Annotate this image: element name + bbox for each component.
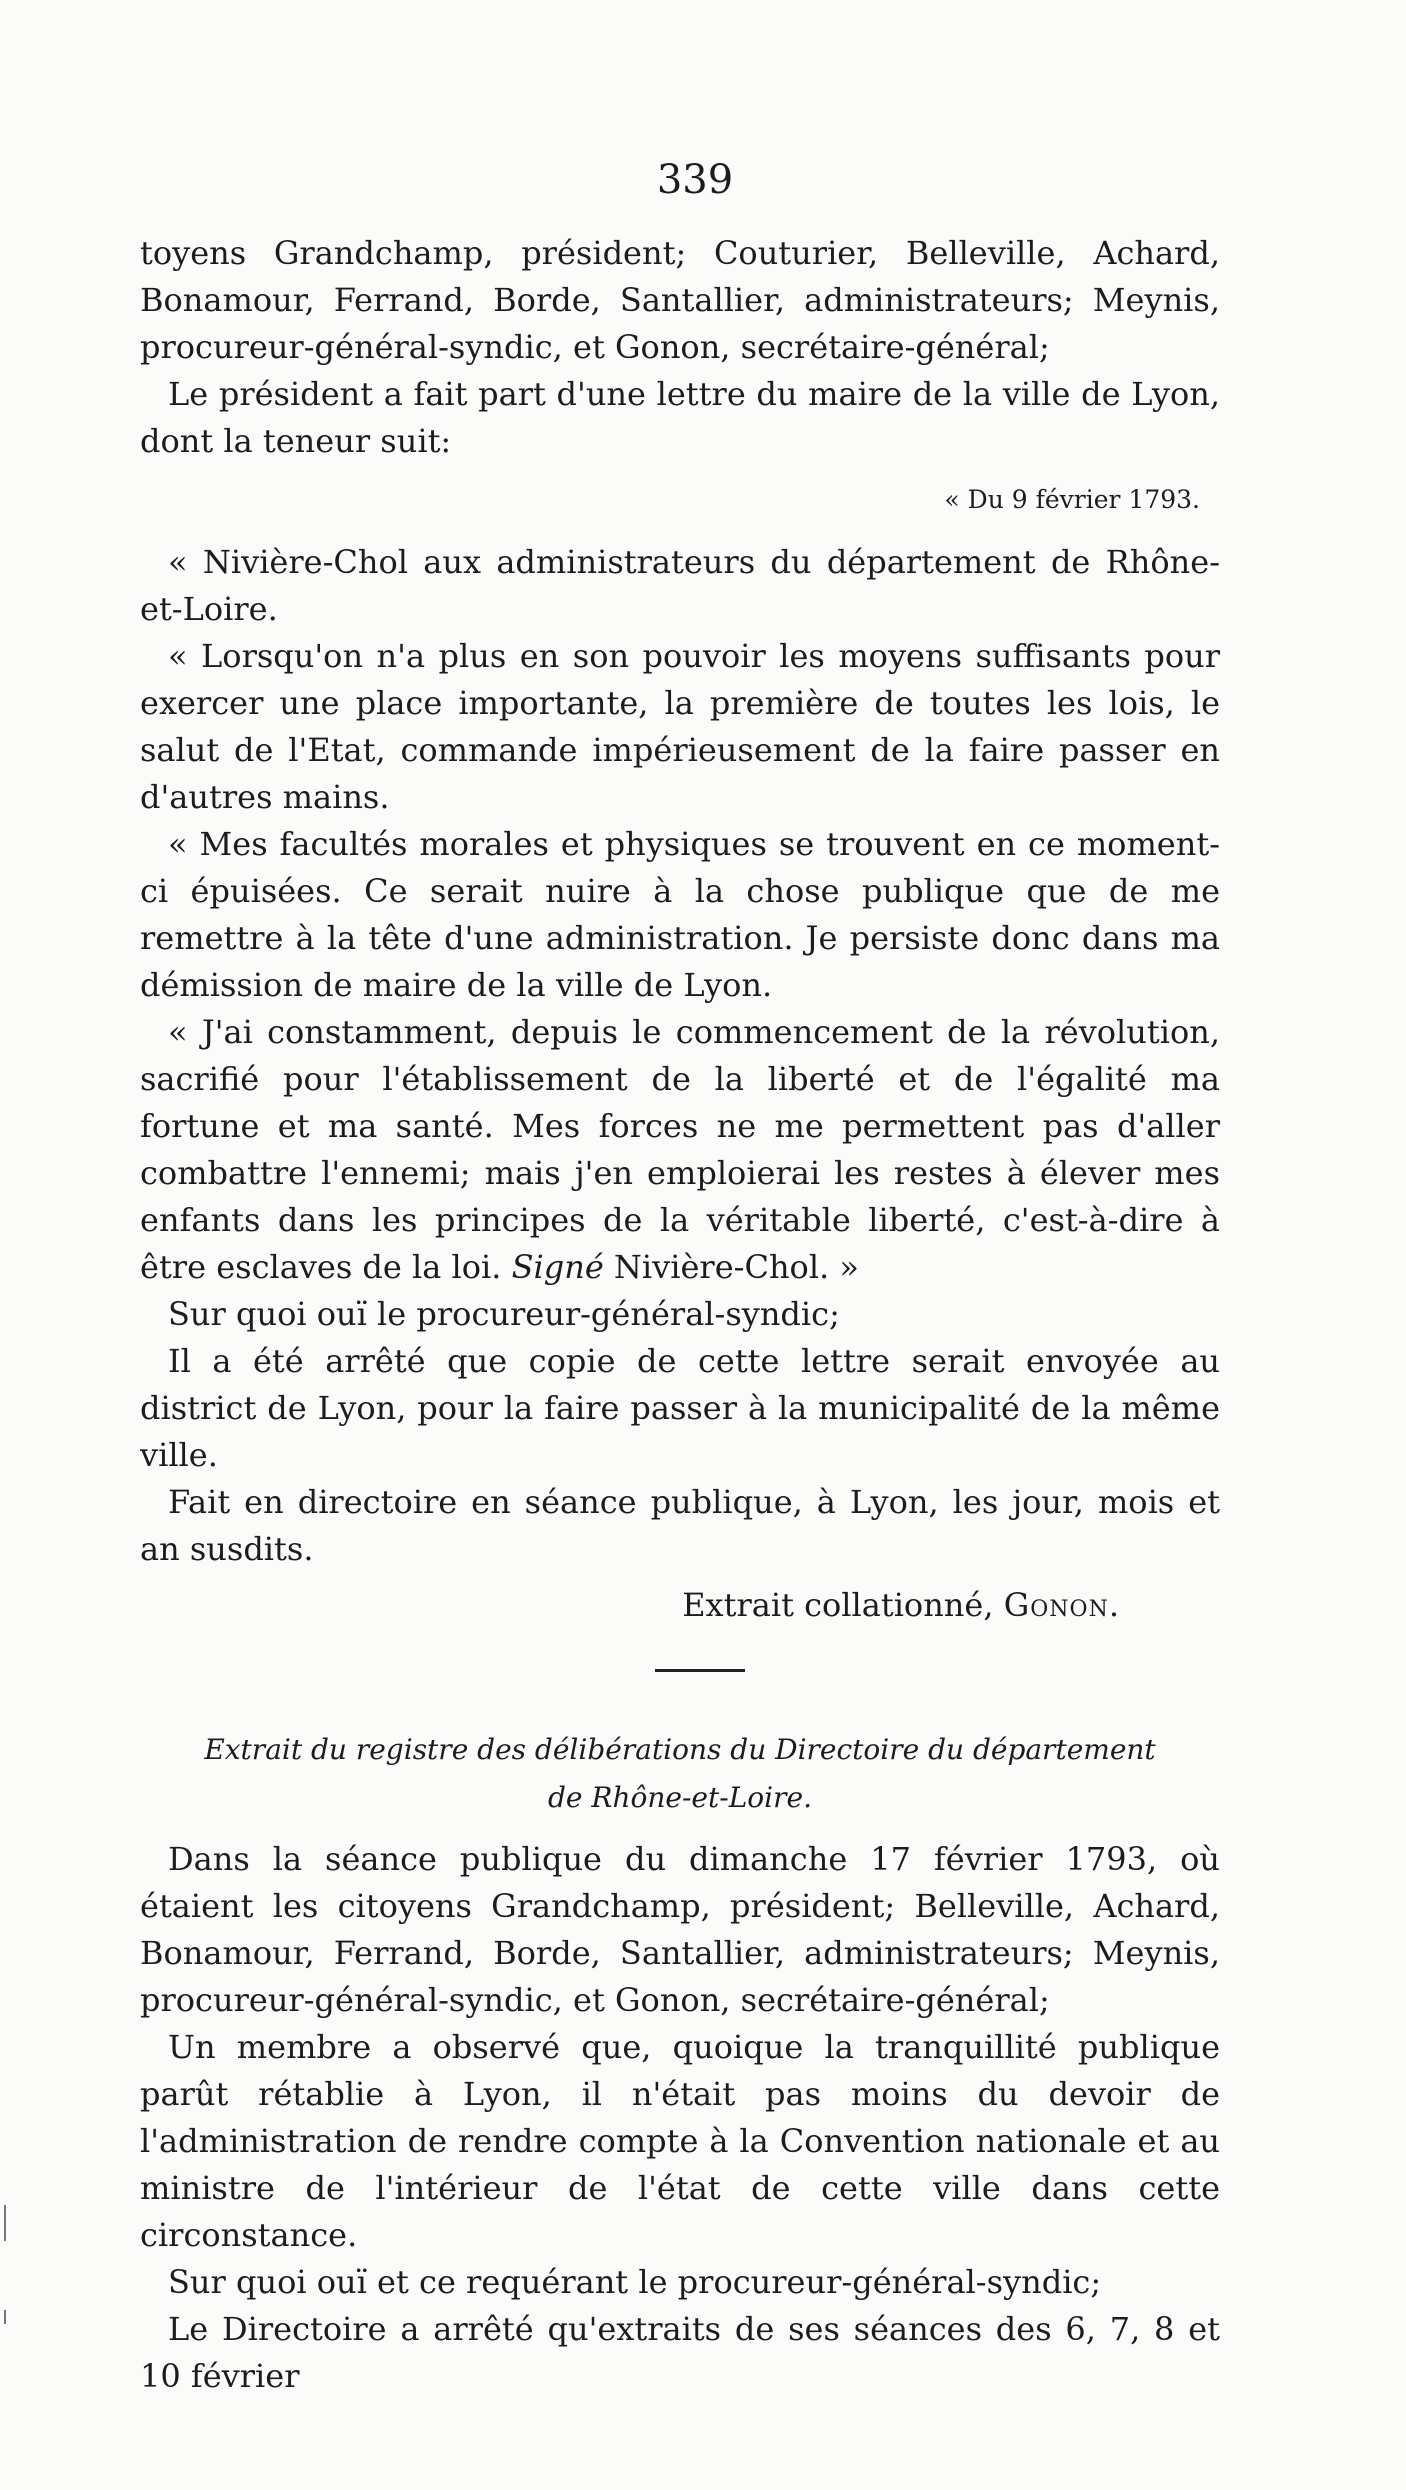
heading-line-1: Extrait du registre des délibérations du Directoire du département — [204, 1733, 1156, 1766]
section-heading — [140, 1726, 1220, 1822]
margin-mark — [4, 2205, 6, 2241]
margin-mark — [4, 2310, 6, 2324]
letter-paragraph: « Lorsqu'on n'a plus en son pouvoir les moyens suffisants pour exercer une place importante, la première de toutes les lois, le salut de l'Etat, commande impérieusement de la faire passer en d'autres mains. — [140, 637, 1220, 816]
paragraph: Le président a fait part d'une lettre du maire de la ville de Lyon, dont la teneur suit: — [140, 375, 1220, 460]
letter-signature: Nivière-Chol. » — [613, 1248, 859, 1286]
signature-prefix: Extrait collationné, — [682, 1586, 994, 1624]
document-page — [140, 150, 1220, 2400]
paragraph: Il a été arrêté que copie de cette lettre serait envoyée au district de Lyon, pour la faire passer à la municipalité de la même ville. — [140, 1342, 1220, 1474]
paragraph: Le Directoire a arrêté qu'extraits de ses séances des 6, 7, 8 et 10 février — [140, 2310, 1220, 2395]
signature-line — [140, 1579, 1220, 1631]
section-divider — [655, 1669, 745, 1672]
paragraph: toyens Grandchamp, président; Couturier, Belleville, Achard, Bonamour, Ferrand, Borde, Santallier, administrateurs; Meynis, procureur-général-syndic, et Gonon, secrétaire-général; — [140, 234, 1220, 366]
paragraph: Sur quoi ouï le procureur-général-syndic; — [168, 1295, 840, 1333]
letter-date: « Du 9 février 1793. — [944, 485, 1200, 514]
paragraph: Fait en directoire en séance publique, à Lyon, les jour, mois et an susdits. — [140, 1483, 1220, 1568]
letter-paragraph: « Nivière-Chol aux administrateurs du département de Rhône-et-Loire. — [140, 543, 1220, 628]
page-number: 339 — [656, 157, 734, 203]
paragraph: Un membre a observé que, quoique la tranquillité publique parût rétablie à Lyon, il n'était pas moins du devoir de l'administration de rendre compte à la Convention nationale et au ministre de l'intérieur de l'état de cette ville dans cette circonstance. — [140, 2028, 1220, 2254]
letter-paragraph: « Mes facultés morales et physiques se trouvent en ce moment-ci épuisées. Ce serait nuire à la chose publique que de me remettre à la tête d'une administration. Je persiste donc dans ma démission de maire de la ville de Lyon. — [140, 825, 1220, 1004]
paragraph: Sur quoi ouï et ce requérant le procureur-général-syndic; — [168, 2263, 1102, 2301]
letter-paragraph — [140, 1009, 1220, 1291]
signe-word: Signé — [511, 1248, 604, 1286]
paragraph: Dans la séance publique du dimanche 17 février 1793, où étaient les citoyens Grandchamp, président; Belleville, Achard, Bonamour, Ferrand, Borde, Santallier, administrateurs; Meynis, procureur-général-syndic, et Gonon, secrétaire-général; — [140, 1840, 1220, 2019]
heading-line-2: de Rhône-et-Loire. — [548, 1781, 812, 1814]
letter-text: « J'ai constamment, depuis le commencement de la révolution, sacrifié pour l'établissement de la liberté et de l'égalité ma fortune et ma santé. Mes forces ne me permettent pas d'aller combattre l'ennemi; mais j'en emploierai les restes à élever mes enfants dans les principes de la véritable liberté, c'est-à-dire à être esclaves de la loi. — [140, 1013, 1220, 1286]
signature-name: Gonon. — [1003, 1586, 1120, 1624]
